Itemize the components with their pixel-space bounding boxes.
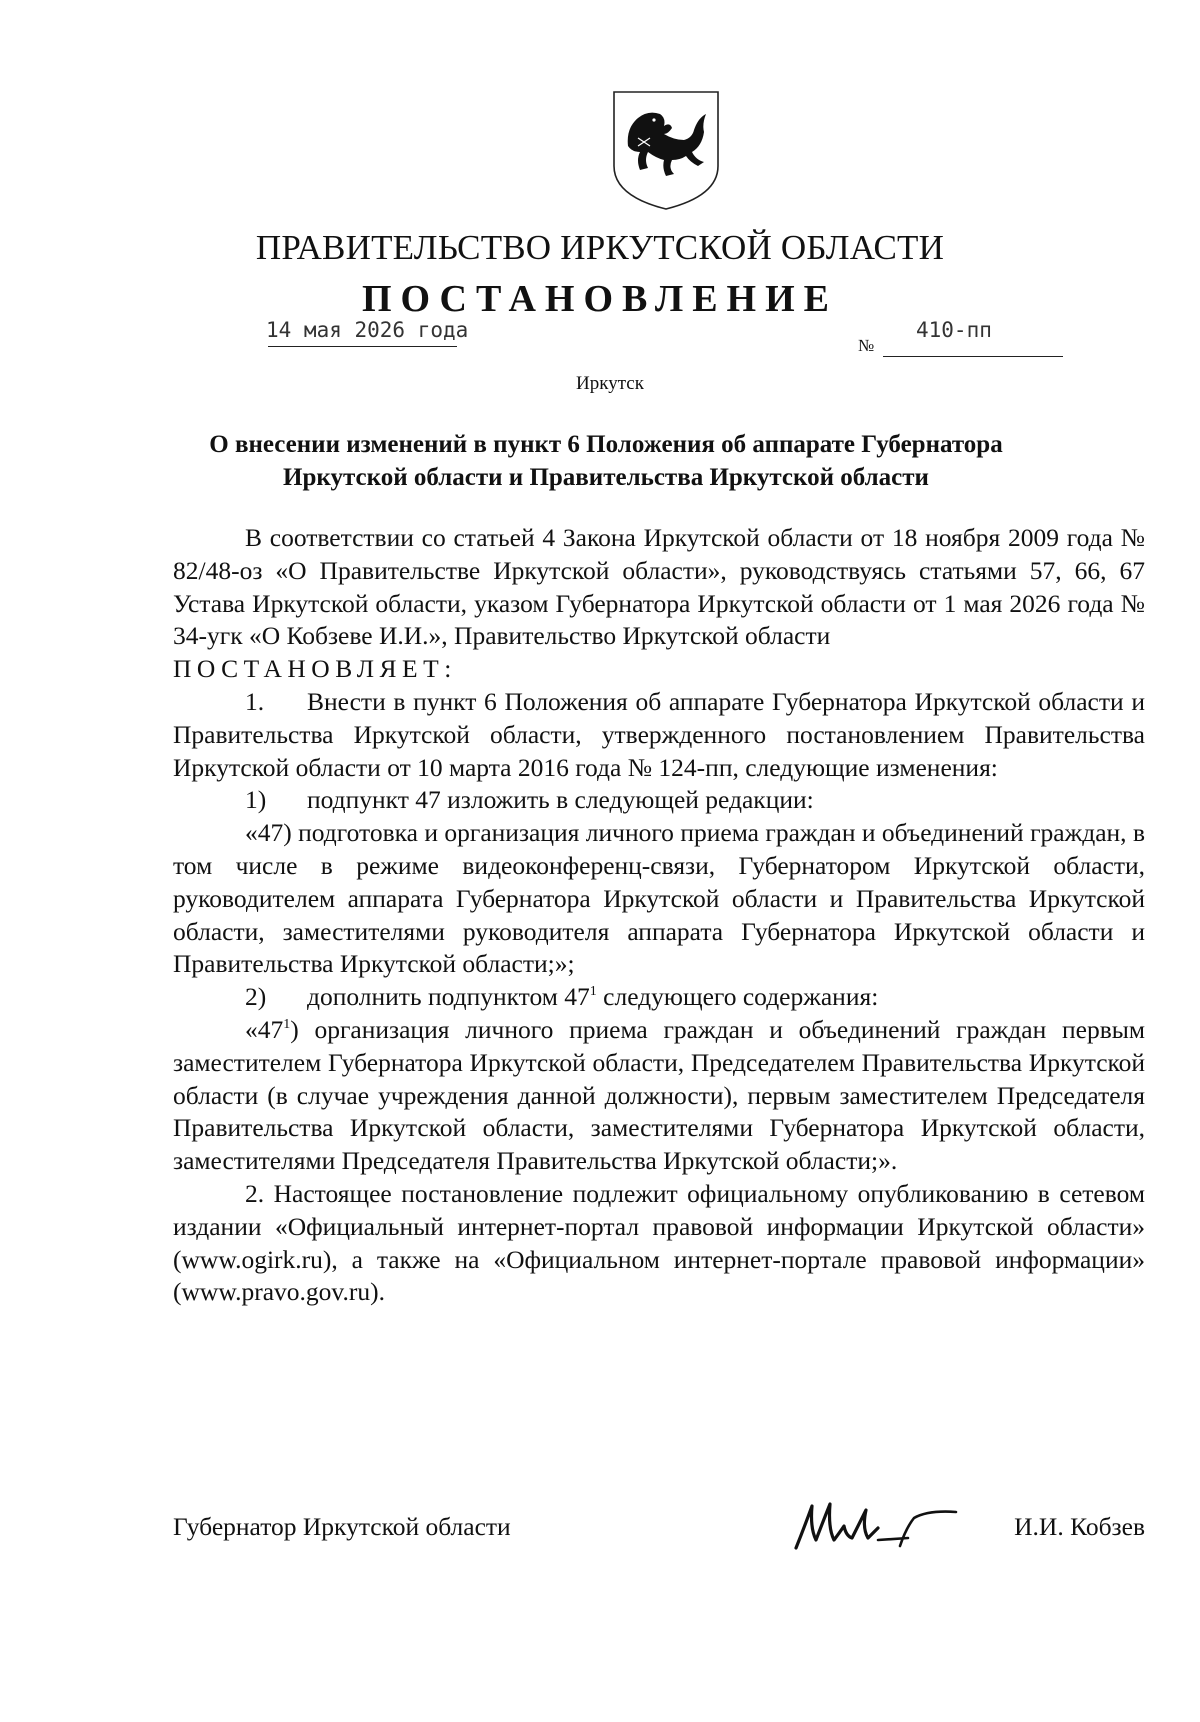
subitem-1-quote: «47) подготовка и организация личного приема граждан и объединений граждан, в том числе в режиме видеоконференц-связи, Губернатором Иркутской области, руководителем аппарата Губернатора Иркутской области и Правительства Иркутской области, заместителями руководителя аппарата Губернатора Иркутской области и Правительства Иркутской области;»; (173, 818, 1145, 979)
number-underline (883, 356, 1063, 357)
date-underline (268, 346, 457, 347)
subitem-2-paragraph (173, 981, 1145, 1014)
document-number: 410-пп (916, 318, 992, 342)
city: Иркутск (576, 373, 644, 394)
handwritten-signature-icon (788, 1488, 968, 1558)
subitem-1-text: подпункт 47 изложить в следующей редакции: (307, 785, 814, 815)
signatory-name: И.И. Кобзев (1014, 1512, 1145, 1541)
document-date: 14 мая 2026 года (266, 318, 469, 342)
number-sign: № (858, 336, 875, 355)
preamble-paragraph: В соответствии со статьей 4 Закона Иркутской области от 18 ноября 2009 года № 82/48-оз «О Правительстве Иркутской области», руководствуясь статьями 57, 66, 67 Устава Иркутской области, указом Губернатора Иркутской области от 1 мая 2026 года № 34-угк «О Кобзеве И.И.», Правительство Иркутской области (173, 523, 1145, 651)
subitem-1-paragraph (173, 784, 1145, 817)
subitem-2-text-before: дополнить подпунктом 47 (307, 982, 590, 1012)
resolves-heading: ПОСТАНОВЛЯЕТ: (173, 654, 457, 684)
subitem-2-text-after: следующего содержания: (596, 982, 879, 1012)
subitem-2-superscript: 1 (589, 984, 597, 1000)
subject-line-1: О внесении изменений в пункт 6 Положения об аппарате Губернатора (209, 431, 1003, 458)
signature-block (173, 1512, 1145, 1552)
subitem-2-quote-prefix: «47 (245, 1014, 284, 1044)
document-subject (196, 428, 1016, 494)
irkutsk-coat-of-arms-icon (608, 88, 724, 213)
government-name: ПРАВИТЕЛЬСТВО ИРКУТСКОЙ ОБЛАСТИ (255, 228, 945, 267)
subitem-2-quote-text: ) организация личного приема граждан и объединений граждан первым заместителем Губернатора Иркутской области, Председателем Правительства Иркутской области (в случае учреждения данной должности), первым заместителем Председателя Правительства Иркутской области, заместителями Губернатора Иркутской области, заместителями Председателя Правительства Иркутской области;». (173, 1014, 1145, 1176)
document-type-title: ПОСТАНОВЛЕНИЕ (361, 278, 839, 320)
document-body (173, 522, 1145, 1309)
signatory-role: Губернатор Иркутской области (173, 1512, 511, 1541)
item-2-paragraph: 2. Настоящее постановление подлежит официальному опубликованию в сетевом издании «Официальный интернет-портал правовой информации Иркутской области» (www.ogirk.ru), а также на «Официальном интернет-портале правовой информации» (www.pravo.gov.ru). (173, 1178, 1145, 1307)
subject-line-2: Иркутской области и Правительства Иркутской области (283, 464, 929, 491)
item-1-text: Внести в пункт 6 Положения об аппарате Губернатора Иркутской области и Правительства Иркутской области, утвержденного постановлением Правительства Иркутской области от 10 марта 2016 года № 124-пп, следующие изменения: (173, 686, 1145, 782)
subitem-2-quote-superscript: 1 (283, 1016, 291, 1032)
subitem-2-quote (173, 1014, 1145, 1178)
item-1-paragraph (173, 686, 1145, 784)
item-1-number: 1. (245, 686, 265, 716)
subitem-2-number: 2) (245, 982, 267, 1012)
subitem-1-number: 1) (245, 785, 267, 815)
